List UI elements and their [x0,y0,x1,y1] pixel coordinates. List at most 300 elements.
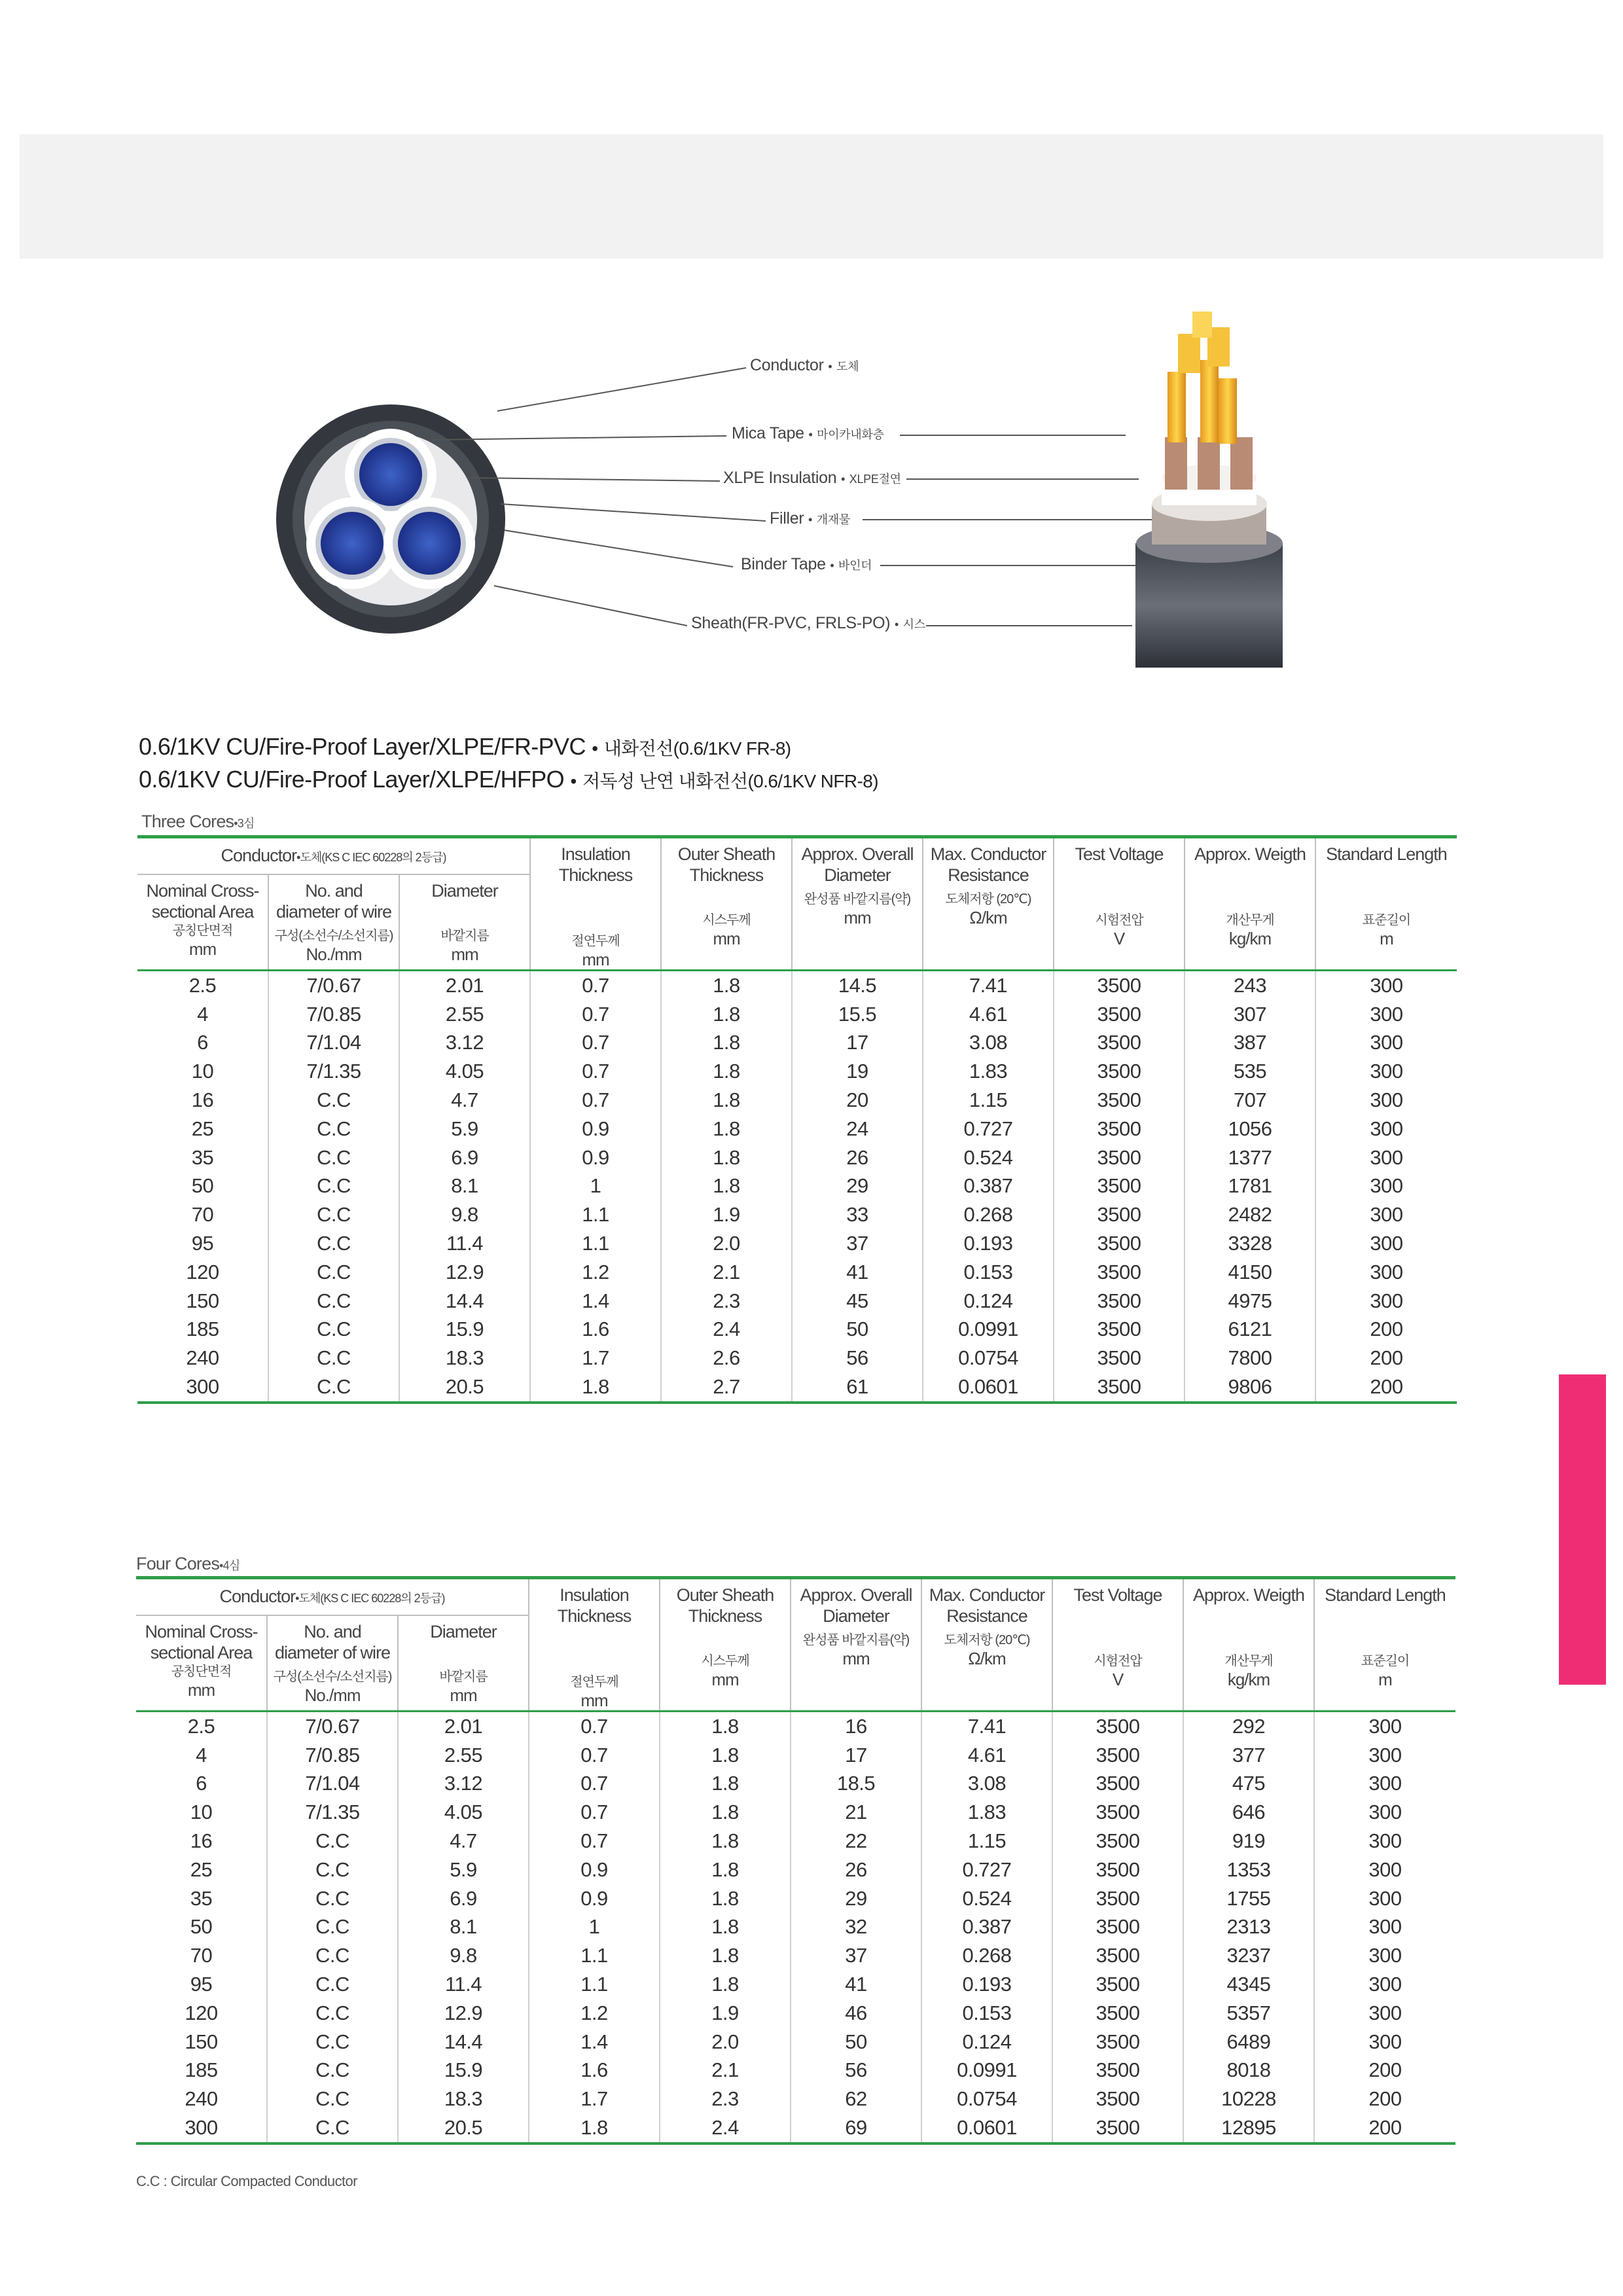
table-row [136,1741,1455,1770]
table-row [137,1344,1457,1372]
voltage-cell: 3500 [1054,1229,1185,1258]
weight-cell: 4150 [1185,1258,1315,1287]
table-row [137,1172,1457,1201]
wire-cell: C.C [267,1856,398,1884]
voltage-cell: 3500 [1054,1316,1185,1344]
sheath-cell: 1.8 [660,1884,791,1913]
voltage-cell: 3500 [1052,1798,1183,1827]
sheath-cell: 1.8 [661,1029,792,1058]
overall-diameter-cell: 41 [792,1258,923,1287]
overall-diameter-cell: 69 [791,2113,921,2144]
wire-cell: 7/0.85 [267,1741,398,1770]
table-row [136,1999,1455,2028]
nominal-area-cell: 25 [190,1857,213,1881]
nominal-area-cell: 150 [185,2030,218,2053]
nominal-area-cell: 120 [186,1260,219,1283]
length-cell: 200 [1315,1316,1457,1344]
conductor-group-header: Conductor•도체(KS C IEC 60228의 2등급) [136,1578,529,1616]
table-row [137,1316,1457,1344]
nominal-area-cell: 10 [190,1801,213,1824]
leader-lines [432,368,1152,626]
overall-diameter-cell: 33 [792,1200,923,1229]
cable-3d [1135,312,1283,668]
wire-cell: C.C [267,1941,398,1970]
resistance-cell: 0.124 [923,1287,1054,1316]
weight-cell: 8018 [1183,2056,1314,2085]
weight-cell: 4975 [1185,1287,1315,1316]
wire-cell: C.C [268,1086,399,1115]
weight-cell: 1781 [1185,1172,1315,1201]
length-cell: 300 [1314,1970,1455,1999]
voltage-cell: 3500 [1054,1344,1185,1372]
overall-diameter-cell: 50 [792,1316,923,1344]
nominal-area-cell: 300 [186,1375,219,1399]
diameter-cell: 9.8 [398,1941,529,1970]
nominal-area-cell: 240 [185,2087,218,2111]
sheath-cell: 1.8 [661,971,792,1000]
weight-cell: 646 [1183,1798,1314,1827]
wire-cell: C.C [267,1913,398,1942]
sheath-cell: 1.8 [660,1741,791,1770]
sheath-header: Outer Sheath Thickness 시스두께 mm [661,837,792,971]
nominal-area-cell: 50 [190,1915,213,1939]
nominal-area-cell: 70 [191,1203,214,1227]
length-cell: 300 [1314,1999,1455,2028]
sheath-cell: 1.8 [661,1115,792,1143]
nominal-area-cell: 300 [185,2116,218,2140]
weight-cell: 2482 [1185,1200,1315,1229]
table-row [136,1712,1455,1741]
resistance-cell: 7.41 [921,1712,1052,1741]
voltage-cell: 3500 [1052,1999,1183,2028]
nominal-area-cell: 2.5 [188,973,217,997]
resistance-cell: 0.387 [923,1172,1054,1201]
voltage-cell: 3500 [1052,1827,1183,1856]
overall-diameter-cell: 14.5 [792,971,923,1000]
sheath-cell: 2.4 [660,2113,791,2144]
nominal-area-cell: 120 [185,2001,218,2024]
wire-cell: 7/1.04 [268,1029,399,1058]
wire-cell: C.C [267,2056,398,2085]
overall-diameter-cell: 24 [792,1115,923,1143]
footnote: C.C : Circular Compacted Conductor [136,2173,357,2189]
diameter-header: Diameter 바깥지름 mm [399,874,530,970]
voltage-cell: 3500 [1054,1057,1185,1086]
sheath-cell: 1.8 [660,1856,791,1884]
overall-diameter-cell: 22 [791,1827,921,1856]
length-cell: 200 [1314,2113,1455,2144]
resistance-cell: 3.08 [923,1029,1054,1058]
weight-cell: 6121 [1185,1316,1315,1344]
table-row [137,1057,1457,1086]
diameter-cell: 15.9 [398,2056,529,2085]
overall-diameter-cell: 50 [791,2028,921,2056]
length-cell: 300 [1315,1143,1457,1172]
table-row [137,1200,1457,1229]
insulation-cell: 1.2 [530,1258,661,1287]
resistance-cell: 0.153 [923,1258,1054,1287]
sheath-cell: 1.8 [660,1970,791,1999]
voltage-header: Test Voltage 시험전압 V [1052,1578,1183,1712]
weight-cell: 4345 [1183,1970,1314,1999]
insulation-cell: 0.9 [529,1884,660,1913]
table-row [136,2028,1455,2056]
sheath-cell: 1.9 [660,1999,791,2028]
insulation-cell: 1.4 [529,2028,660,2056]
overall-diameter-cell: 15.5 [792,1000,923,1029]
overall-diameter-cell: 32 [791,1913,921,1942]
diameter-cell: 12.9 [398,1999,529,2028]
table-row [136,2056,1455,2085]
overall-diameter-cell: 26 [791,1856,921,1884]
diameter-header: Diameter 바깥지름 mm [398,1615,529,1711]
weight-cell: 5357 [1183,1999,1314,2028]
length-cell: 300 [1315,1229,1457,1258]
insulation-cell: 0.7 [530,971,661,1000]
four-cores-label: Four Cores•4심 [136,1554,240,1573]
sheath-cell: 1.8 [661,1172,792,1201]
weight-cell: 307 [1185,1000,1315,1029]
insulation-cell: 0.7 [530,1000,661,1029]
sheath-cell: 1.8 [660,1941,791,1970]
weight-cell: 3328 [1185,1229,1315,1258]
insulation-cell: 1.1 [529,1941,660,1970]
wire-cell: C.C [267,1827,398,1856]
length-cell: 300 [1315,1086,1457,1115]
length-cell: 300 [1315,971,1457,1000]
callout-filler: Filler • 개재물 [770,509,850,528]
voltage-cell: 3500 [1052,2113,1183,2144]
length-cell: 300 [1314,1770,1455,1799]
callout-mica-tape: Mica Tape • 마이카내화층 [732,424,884,442]
insulation-cell: 1.2 [529,1999,660,2028]
diameter-cell: 4.7 [399,1086,530,1115]
diameter-cell: 4.05 [398,1798,529,1827]
wire-cell: C.C [268,1115,399,1143]
table-row [137,1086,1457,1115]
table-row [137,1372,1457,1403]
length-cell: 300 [1314,1827,1455,1856]
wire-cell: C.C [268,1143,399,1172]
voltage-cell: 3500 [1052,2085,1183,2113]
wire-cell: C.C [268,1344,399,1372]
weight-cell: 377 [1183,1741,1314,1770]
nominal-area-cell: 185 [185,2058,218,2082]
resistance-cell: 0.268 [923,1200,1054,1229]
nominal-area-cell: 10 [191,1060,214,1083]
insulation-cell: 1.1 [530,1229,661,1258]
voltage-cell: 3500 [1052,1741,1183,1770]
sheath-cell: 1.8 [660,1712,791,1741]
sheath-cell: 1.8 [661,1000,792,1029]
nominal-area-cell: 185 [186,1318,219,1341]
wire-cell: C.C [268,1172,399,1201]
overall-diameter-cell: 37 [791,1941,921,1970]
length-cell: 300 [1314,2028,1455,2056]
weight-header: Approx. Weigth 개산무게 kg/km [1185,837,1315,971]
diameter-cell: 9.8 [399,1200,530,1229]
table-row [136,1798,1455,1827]
sheath-cell: 1.8 [660,1827,791,1856]
resistance-cell: 1.83 [921,1798,1052,1827]
wire-header: No. and diameter of wire 구성(소선수/소선지름) No./mm [267,1615,398,1711]
weight-cell: 535 [1185,1057,1315,1086]
wire-cell: C.C [267,2028,398,2056]
length-cell: 300 [1315,1000,1457,1029]
insulation-cell: 1.6 [530,1316,661,1344]
table-row [136,1913,1455,1942]
header-band [20,134,1603,259]
conductor-group-header: Conductor•도체(KS C IEC 60228의 2등급) [137,837,530,875]
diameter-cell: 2.55 [398,1741,529,1770]
length-cell: 300 [1315,1200,1457,1229]
voltage-cell: 3500 [1052,1770,1183,1799]
wire-cell: 7/0.85 [268,1000,399,1029]
table-row [136,1884,1455,1913]
resistance-cell: 0.153 [921,1999,1052,2028]
length-cell: 300 [1315,1057,1457,1086]
sheath-cell: 2.3 [660,2085,791,2113]
sheath-cell: 2.0 [660,2028,791,2056]
resistance-cell: 0.0754 [923,1344,1054,1372]
resistance-header: Max. Conductor Resistance 도체저항 (20℃) Ω/km [923,837,1054,971]
voltage-cell: 3500 [1052,1884,1183,1913]
length-cell: 300 [1314,1712,1455,1741]
diameter-cell: 14.4 [398,2028,529,2056]
wire-cell: C.C [268,1200,399,1229]
nominal-area-cell: 240 [186,1346,219,1370]
nominal-area-cell: 16 [191,1088,214,1112]
three-cores-table [137,835,1457,1404]
overall-diameter-cell: 18.5 [791,1770,921,1799]
table-row [136,1856,1455,1884]
overall-diameter-cell: 16 [791,1712,921,1741]
voltage-cell: 3500 [1052,2056,1183,2085]
weight-cell: 1056 [1185,1115,1315,1143]
table-row [136,2085,1455,2113]
wire-header: No. and diameter of wire 구성(소선수/소선지름) No./mm [268,874,399,970]
nominal-area-cell: 2.5 [187,1714,215,1738]
resistance-cell: 1.15 [921,1827,1052,1856]
wire-cell: 7/1.35 [267,1798,398,1827]
insulation-cell: 0.9 [529,1856,660,1884]
diameter-cell: 8.1 [399,1172,530,1201]
nominal-area-cell: 6 [197,1031,208,1054]
overall-diameter-cell: 17 [792,1029,923,1058]
wire-cell: C.C [268,1316,399,1344]
callout-conductor: Conductor • 도체 [750,356,859,374]
voltage-cell: 3500 [1054,1372,1185,1403]
length-cell: 300 [1314,1884,1455,1913]
length-cell: 300 [1314,1798,1455,1827]
nominal-area-cell: 35 [191,1145,214,1169]
overall-diameter-cell: 62 [791,2085,921,2113]
sheath-cell: 1.8 [661,1057,792,1086]
length-cell: 200 [1314,2056,1455,2085]
section-tab [1559,1374,1606,1685]
insulation-cell: 1 [530,1172,661,1201]
diameter-cell: 11.4 [399,1229,530,1258]
nominal-area-cell: 35 [190,1886,213,1910]
insulation-cell: 0.7 [530,1057,661,1086]
insulation-cell: 0.9 [530,1115,661,1143]
diameter-cell: 4.7 [398,1827,529,1856]
sheath-cell: 2.7 [661,1372,792,1403]
insulation-cell: 1.7 [529,2085,660,2113]
weight-cell: 707 [1185,1086,1315,1115]
overall-diameter-header: Approx. Overall Diameter 완성품 바깥지름(약) mm [791,1578,921,1712]
cable-diagram [0,262,1623,694]
voltage-cell: 3500 [1054,1200,1185,1229]
insulation-cell: 1.4 [530,1287,661,1316]
sheath-cell: 1.8 [660,1770,791,1799]
diameter-cell: 20.5 [399,1372,530,1403]
table-row [136,1941,1455,1970]
resistance-cell: 7.41 [923,971,1054,1000]
wire-cell: C.C [267,1884,398,1913]
wire-cell: C.C [267,1970,398,1999]
voltage-cell: 3500 [1052,1856,1183,1884]
diameter-cell: 12.9 [399,1258,530,1287]
weight-cell: 475 [1183,1770,1314,1799]
length-cell: 300 [1315,1287,1457,1316]
resistance-cell: 0.124 [921,2028,1052,2056]
diameter-cell: 2.01 [399,971,530,1000]
length-cell: 300 [1315,1115,1457,1143]
voltage-cell: 3500 [1054,1029,1185,1058]
length-cell: 300 [1315,1258,1457,1287]
resistance-cell: 0.0991 [921,2056,1052,2085]
insulation-cell: 0.9 [530,1143,661,1172]
length-header: Standard Length 표준길이 m [1315,837,1457,971]
diameter-cell: 18.3 [398,2085,529,2113]
nominal-area-cell: 6 [196,1772,207,1795]
voltage-cell: 3500 [1054,1000,1185,1029]
voltage-cell: 3500 [1052,1941,1183,1970]
voltage-cell: 3500 [1054,1086,1185,1115]
resistance-cell: 0.387 [921,1913,1052,1942]
diameter-cell: 3.12 [399,1029,530,1058]
weight-cell: 1755 [1183,1884,1314,1913]
overall-diameter-cell: 17 [791,1741,921,1770]
wire-cell: 7/0.67 [268,971,399,1000]
length-cell: 300 [1315,1029,1457,1058]
diameter-cell: 2.55 [399,1000,530,1029]
overall-diameter-cell: 26 [792,1143,923,1172]
insulation-cell: 0.7 [529,1712,660,1741]
overall-diameter-cell: 29 [791,1884,921,1913]
resistance-cell: 0.0601 [923,1372,1054,1403]
wire-cell: C.C [268,1287,399,1316]
resistance-cell: 0.727 [923,1115,1054,1143]
nominal-area-cell: 150 [186,1289,219,1312]
voltage-cell: 3500 [1052,2028,1183,2056]
diameter-cell: 11.4 [398,1970,529,1999]
table-row [137,1143,1457,1172]
weight-cell: 292 [1183,1712,1314,1741]
callout-binder-tape: Binder Tape • 바인더 [741,555,872,573]
weight-cell: 387 [1185,1029,1315,1058]
diameter-cell: 18.3 [399,1344,530,1372]
nominal-area-header: Nominal Cross-sectional Area 공칭단면적 mm [137,874,268,970]
voltage-cell: 3500 [1054,1172,1185,1201]
overall-diameter-cell: 46 [791,1999,921,2028]
diameter-cell: 5.9 [398,1856,529,1884]
voltage-cell: 3500 [1054,1115,1185,1143]
weight-cell: 1353 [1183,1856,1314,1884]
resistance-cell: 0.193 [921,1970,1052,1999]
resistance-cell: 0.524 [923,1143,1054,1172]
nominal-area-cell: 4 [197,1002,208,1026]
three-cores-label: Three Cores•3심 [141,812,255,831]
length-cell: 300 [1314,1913,1455,1942]
diameter-cell: 2.01 [398,1712,529,1741]
resistance-cell: 4.61 [923,1000,1054,1029]
overall-diameter-cell: 61 [792,1372,923,1403]
voltage-cell: 3500 [1052,1913,1183,1942]
table-row [136,1970,1455,1999]
insulation-header: Insulation Thickness 절연두께 mm [530,837,661,971]
nominal-area-cell: 70 [190,1944,213,1967]
insulation-cell: 1.1 [530,1200,661,1229]
table-row [137,1229,1457,1258]
wire-cell: C.C [268,1258,399,1287]
overall-diameter-cell: 21 [791,1798,921,1827]
length-cell: 300 [1314,1856,1455,1884]
table-row [136,2113,1455,2144]
table-row [136,1770,1455,1799]
wire-cell: 7/0.67 [267,1712,398,1741]
overall-diameter-cell: 45 [792,1287,923,1316]
resistance-cell: 0.0601 [921,2113,1052,2144]
overall-diameter-header: Approx. Overall Diameter 완성품 바깥지름(약) mm [792,837,923,971]
wire-cell: C.C [267,1999,398,2028]
insulation-header: Insulation Thickness 절연두께 mm [529,1578,660,1712]
diameter-cell: 3.12 [398,1770,529,1799]
callout-sheath: Sheath(FR-PVC, FRLS-PO) • 시스 [691,614,925,632]
weight-cell: 243 [1185,971,1315,1000]
table-row [136,1827,1455,1856]
insulation-cell: 1.6 [529,2056,660,2085]
sheath-cell: 2.3 [661,1287,792,1316]
weight-cell: 1377 [1185,1143,1315,1172]
sheath-cell: 2.1 [660,2056,791,2085]
diameter-cell: 8.1 [398,1913,529,1942]
overall-diameter-cell: 20 [792,1086,923,1115]
length-cell: 300 [1315,1172,1457,1201]
diameter-cell: 20.5 [398,2113,529,2144]
insulation-cell: 0.7 [529,1827,660,1856]
voltage-cell: 3500 [1052,1970,1183,1999]
resistance-cell: 3.08 [921,1770,1052,1799]
sheath-header: Outer Sheath Thickness 시스두께 mm [660,1578,791,1712]
weight-cell: 6489 [1183,2028,1314,2056]
weight-cell: 919 [1183,1827,1314,1856]
insulation-cell: 1.7 [530,1344,661,1372]
resistance-cell: 4.61 [921,1741,1052,1770]
voltage-cell: 3500 [1054,1143,1185,1172]
resistance-cell: 0.268 [921,1941,1052,1970]
voltage-cell: 3500 [1054,971,1185,1000]
nominal-area-cell: 95 [191,1232,214,1255]
product-title-hfpo: 0.6/1KV CU/Fire-Proof Layer/XLPE/HFPO • 저독성 난연 내화전선(0.6/1KV NFR-8) [139,766,878,793]
diameter-cell: 6.9 [399,1143,530,1172]
sheath-cell: 1.8 [660,1913,791,1942]
resistance-cell: 1.83 [923,1057,1054,1086]
wire-cell: C.C [268,1372,399,1403]
diameter-cell: 5.9 [399,1115,530,1143]
length-cell: 200 [1315,1344,1457,1372]
